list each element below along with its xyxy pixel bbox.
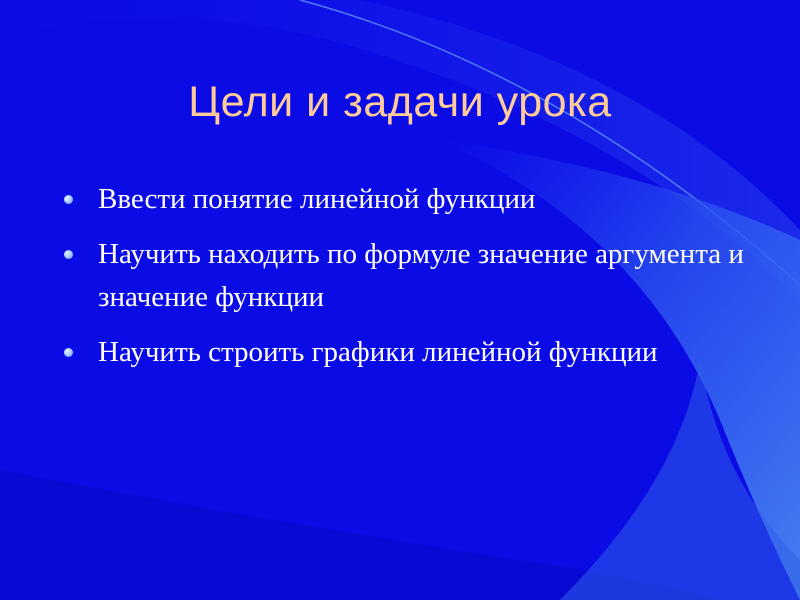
bullet-dot-icon xyxy=(64,250,73,259)
slide-title: Цели и задачи урока xyxy=(188,78,612,126)
bullet-dot-icon xyxy=(64,195,73,204)
list-item xyxy=(64,233,744,319)
bullet-text: Научить строить графики линейной функции xyxy=(98,336,658,368)
list-item xyxy=(64,178,744,221)
bullet-text: Ввести понятие линейной функции xyxy=(98,183,536,215)
bullet-text: Научить находить по формуле значение аргумента и значение функции xyxy=(98,238,744,313)
bullet-dot-icon xyxy=(64,348,73,357)
bullet-list xyxy=(64,178,744,386)
list-item xyxy=(64,331,744,374)
